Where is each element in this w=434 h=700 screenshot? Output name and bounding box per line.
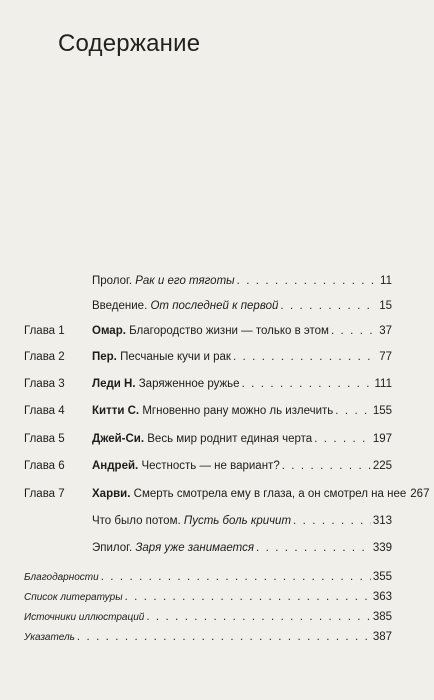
chapter-label: Глава 1 — [24, 325, 65, 337]
leader-dots — [77, 627, 371, 647]
leader-dots — [125, 587, 371, 607]
leader-dots — [256, 538, 371, 558]
page-number: 387 — [372, 631, 392, 643]
leader-dots — [314, 429, 371, 449]
chapter-label: Глава 3 — [24, 378, 65, 390]
page-number: 339 — [372, 542, 392, 554]
page-number: 111 — [374, 378, 392, 390]
leader-dots — [335, 401, 371, 421]
leader-dots — [233, 347, 377, 367]
leader-dots — [237, 271, 378, 291]
toc-entry-chapter-6[interactable]: Глава 6 Андрей. Честность — не вариант? . . . 225 — [0, 456, 434, 476]
chapter-label: Глава 7 — [24, 488, 65, 500]
leader-dots — [280, 296, 377, 316]
toc-entry-chapter-4[interactable]: Глава 4 Китти С. Мгновенно рану можно ль излечить . . . 155 — [0, 401, 434, 421]
leader-dots — [101, 567, 371, 587]
page-number: 363 — [372, 591, 392, 603]
page-number: 37 — [379, 325, 392, 337]
toc-entry-afterward[interactable]: Что было потом. Пусть боль кричит . . . 313 — [0, 511, 434, 531]
leader-dots — [282, 456, 371, 476]
toc-entry-chapter-3[interactable]: Глава 3 Леди Н. Заряженное ружье . . . 111 — [0, 374, 434, 394]
page-number: 197 — [372, 433, 392, 445]
leader-dots — [242, 374, 373, 394]
page-number: 225 — [372, 460, 392, 472]
page-number: 313 — [372, 515, 392, 527]
chapter-label: Глава 5 — [24, 433, 65, 445]
toc-entry-epilogue[interactable]: Эпилог. Заря уже занимается . . . 339 — [0, 538, 434, 558]
page-number: 11 — [380, 275, 392, 287]
leader-dots — [146, 607, 370, 627]
toc-entry-chapter-2[interactable]: Глава 2 Пер. Песчаные кучи и рак . . . 77 — [0, 347, 434, 367]
toc-entry-illustration-sources[interactable]: Источники иллюстраций . . . 385 — [0, 607, 434, 627]
chapter-label: Глава 4 — [24, 405, 65, 417]
page-number: 15 — [379, 300, 392, 312]
page-title: Содержание — [58, 30, 201, 57]
toc-entry-introduction[interactable]: Введение. От последней к первой . . . 15 — [0, 296, 434, 316]
leader-dots — [293, 511, 371, 531]
page-number: 77 — [379, 351, 392, 363]
toc-entry-bibliography[interactable]: Список литературы . . . 363 — [0, 587, 434, 607]
chapter-label: Глава 2 — [24, 351, 65, 363]
chapter-label: Глава 6 — [24, 460, 65, 472]
toc-entry-chapter-5[interactable]: Глава 5 Джей-Си. Весь мир роднит единая черта . . . 197 — [0, 429, 434, 449]
page-number: 355 — [372, 571, 392, 583]
page-number: 385 — [372, 611, 392, 623]
page-number: 155 — [372, 405, 392, 417]
toc-entry-chapter-1[interactable]: Глава 1 Омар. Благородство жизни — только в этом . . . 37 — [0, 321, 434, 341]
page-number: 267 — [410, 488, 430, 500]
toc-entry-chapter-7[interactable]: Глава 7 Харви. Смерть смотрела ему в глаза, а он смотрел на нее 267 — [0, 484, 434, 504]
toc-entry-prologue[interactable]: Пролог. Рак и его тяготы . . . 11 — [0, 271, 434, 291]
leader-dots — [331, 321, 377, 341]
toc-entry-acknowledgements[interactable]: Благодарности . . . 355 — [0, 567, 434, 587]
toc-entry-index[interactable]: Указатель . . . 387 — [0, 627, 434, 647]
